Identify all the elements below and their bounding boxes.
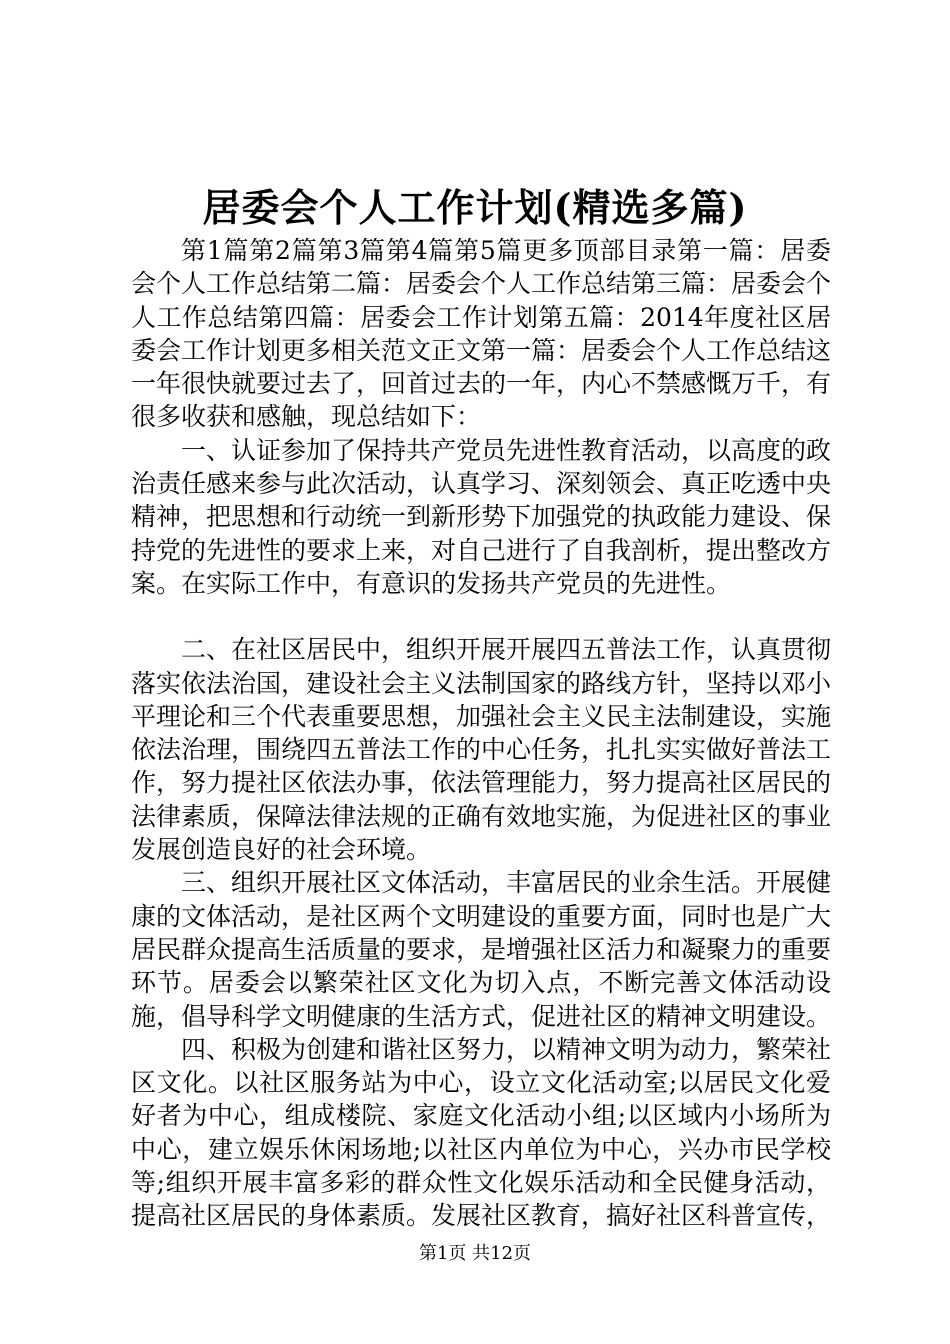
- paragraph-intro: 第1篇第2篇第3篇第4篇第5篇更多顶部目录第一篇：居委会个人工作总结第二篇：居委会个人工作总结第三篇：居委会个人工作总结第四篇：居委会工作计划第五篇：2014年度社区居委会工作计划更多相关范文正文第一篇：居委会个人工作总结这一年很快就要过去了，回首过去的一年，内心不禁感慨万千，有很多收获和感触，现总结如下：: [131, 236, 832, 432]
- paragraph-section-4: 四、积极为创建和谐社区努力，以精神文明为动力，繁荣社区文化。以社区服务站为中心，设立文化活动室;以居民文化爱好者为中心，组成楼院、家庭文化活动小组;以区域内小场所为中心，建立娱乐休闲场地;以社区内单位为中心，兴办市民学校等;组织开展丰富多彩的群众性文化娱乐活动和全民健身活动，提高社区居民的身体素质。发展社区教育，搞好社区科普宣传，: [131, 1034, 832, 1231]
- paragraph-section-3: 三、组织开展社区文体活动，丰富居民的业余生活。开展健康的文体活动，是社区两个文明建设的重要方面，同时也是广大居民群众提高生活质量的要求，是增强社区活力和凝聚力的重要环节。居委会以繁荣社区文化为切入点，不断完善文体活动设施，倡导科学文明健康的生活方式，促进社区的精神文明建设。: [131, 868, 832, 1031]
- page-number-footer: 第1页 共12页: [418, 1243, 532, 1264]
- document-title: 居委会个人工作计划(精选多篇): [202, 185, 748, 230]
- paragraph-section-2: 二、在社区居民中，组织开展开展四五普法工作，认真贯彻落实依法治国，建设社会主义法制国家的路线方针，坚持以邓小平理论和三个代表重要思想，加强社会主义民主法制建设，实施依法治理，围绕四五普法工作的中心任务，扎扎实实做好普法工作，努力提社区依法办事，依法管理能力，努力提高社区居民的法律素质，保障法律法规的正确有效地实施，为促进社区的事业发展创造良好的社会环境。: [131, 635, 832, 865]
- document-body: [131, 234, 831, 1233]
- paragraph-section-1: 一、认证参加了保持共产党员先进性教育活动，以高度的政治责任感来参与此次活动，认真学习、深刻领会、真正吃透中央精神，把思想和行动统一到新形势下加强党的执政能力建设、保持党的先进性的要求上来，对自己进行了自我剖析，提出整改方案。在实际工作中，有意识的发扬共产党员的先进性。: [131, 435, 832, 598]
